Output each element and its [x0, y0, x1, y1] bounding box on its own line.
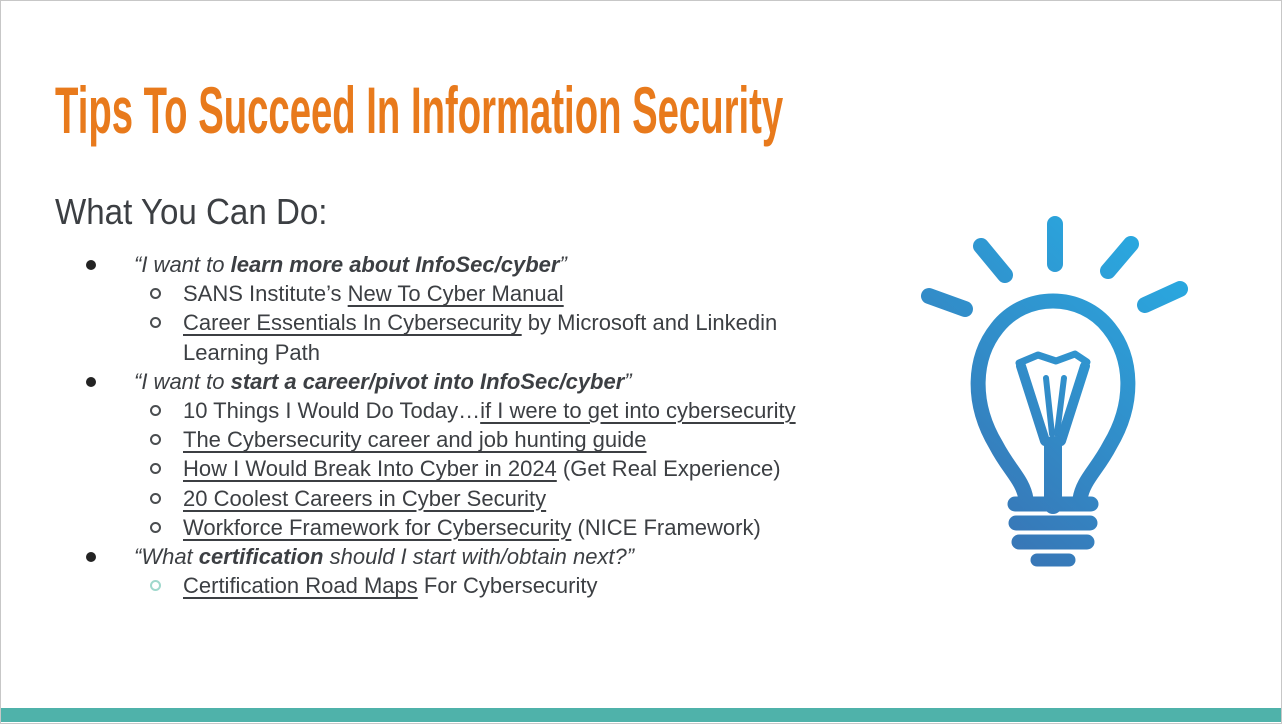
link-if-i-were-to-get-into-cybersecurity[interactable]: if I were to get into cybersecurity — [480, 398, 796, 424]
bullet-circle-icon — [150, 405, 161, 416]
list-item-level2 — [55, 396, 900, 425]
link-the-cybersecurity-career-and-job-hunting-guide[interactable]: The Cybersecurity career and job hunting guide — [183, 427, 647, 453]
list-item-level2 — [55, 571, 900, 600]
list-item-level2 — [55, 484, 900, 513]
filament-icon — [1019, 354, 1087, 505]
text-segment: (Get Real Experience) — [556, 456, 781, 482]
link-career-essentials-in-cybersecurity[interactable]: Career Essentials In Cybersecurity — [183, 310, 522, 336]
link-certification-road-maps[interactable]: Certification Road Maps — [183, 573, 418, 599]
bullet-circle-icon — [150, 463, 161, 474]
text-segment: For Cybersecurity — [417, 573, 598, 599]
text-segment: ” — [559, 252, 567, 277]
text-segment: “What — [134, 544, 199, 570]
bullet-dot-icon — [86, 377, 96, 387]
text-segment: should I start with/obtain next?” — [323, 544, 635, 570]
list-item-level1 — [55, 250, 900, 279]
link-how-i-would-break-into-cyber-in-2024[interactable]: How I Would Break Into Cyber in 2024 — [183, 456, 557, 482]
text-segment: “I want to — [134, 368, 231, 394]
text-segment: Learning Path — [183, 339, 320, 365]
bullet-circle-icon — [150, 493, 161, 504]
slide-title: Tips To Succeed In Information Security — [55, 73, 784, 147]
list-item-level1 — [55, 367, 900, 396]
list-item-level2 — [55, 279, 900, 308]
bullet-circle-icon — [150, 317, 161, 328]
list-item-level2 — [55, 454, 900, 483]
list-item-level2 — [55, 308, 900, 366]
bullet-dot-icon — [86, 552, 96, 562]
list-item-level1 — [55, 542, 900, 571]
tips-list — [55, 250, 900, 600]
text-segment: “I want to — [134, 252, 231, 277]
bullet-circle-icon — [150, 522, 161, 533]
link-workforce-framework-for-cybersecurity[interactable]: Workforce Framework for Cybersecurity — [183, 514, 572, 540]
bullet-circle-icon — [150, 580, 161, 591]
text-segment: ” — [624, 368, 632, 394]
lightbulb-illustration — [903, 208, 1203, 568]
footer-accent-bar — [1, 708, 1281, 722]
bullet-circle-icon — [150, 288, 161, 299]
text-segment: by Microsoft and Linkedin — [521, 310, 778, 336]
text-segment: certification — [198, 544, 324, 570]
slide-subtitle: What You Can Do: — [55, 191, 328, 232]
link-20-coolest-careers-in-cyber-security[interactable]: 20 Coolest Careers in Cyber Security — [183, 485, 547, 511]
bullet-circle-icon — [150, 434, 161, 445]
text-segment: (NICE Framework) — [571, 514, 761, 540]
link-new-to-cyber-manual[interactable]: New To Cyber Manual — [347, 281, 564, 307]
list-item-level2 — [55, 513, 900, 542]
text-segment: 10 Things I Would Do Today… — [183, 398, 481, 424]
text-segment: SANS Institute’s — [183, 281, 348, 307]
text-segment: start a career/pivot into InfoSec/cyber — [230, 368, 625, 394]
bullet-dot-icon — [86, 260, 96, 270]
list-item-level2 — [55, 425, 900, 454]
text-segment: learn more about InfoSec/cyber — [230, 252, 560, 277]
